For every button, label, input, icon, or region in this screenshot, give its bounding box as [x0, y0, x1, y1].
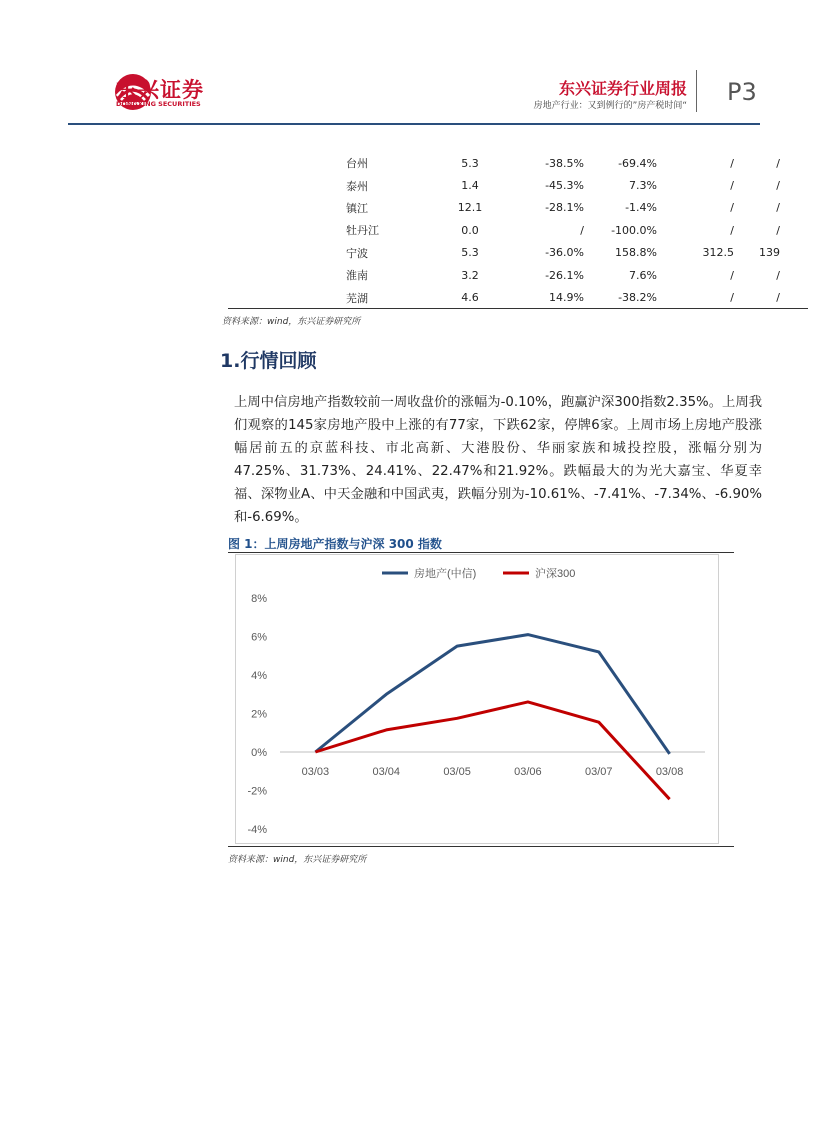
table-cell: 台州 — [346, 157, 368, 171]
table-cell: 312.5 — [702, 246, 734, 260]
table-cell: -100.0% — [611, 223, 657, 237]
city-data-table — [228, 152, 808, 309]
table-cell: 泰州 — [346, 179, 368, 193]
legend-label: 沪深300 — [535, 568, 576, 580]
table-bottom-rule — [228, 308, 808, 309]
report-subtitle: 房地产行业：又到例行的”房产税时间“ — [533, 101, 687, 111]
table-cell: 0.0 — [461, 223, 479, 237]
y-tick-label: 8% — [251, 593, 267, 605]
table-cell: 宁波 — [346, 246, 368, 260]
y-tick-label: -2% — [247, 785, 267, 798]
table-cell: / — [776, 223, 780, 237]
table-cell: / — [776, 179, 780, 193]
table-cell: -45.3% — [545, 179, 584, 193]
table-row — [228, 174, 808, 196]
table-cell: 5.3 — [461, 246, 479, 260]
x-tick-label: 03/07 — [584, 766, 613, 778]
section-title: 1.行情回顾 — [220, 350, 317, 372]
table-cell: / — [580, 223, 584, 237]
table-source-note: 资料来源：wind，东兴证券研究所 — [222, 317, 361, 327]
table-cell: -1.4% — [625, 201, 657, 215]
legend-label: 房地产(中信) — [414, 568, 477, 580]
page-number: P3 — [727, 78, 757, 106]
table-cell: 7.3% — [629, 179, 657, 193]
table-cell: 7.6% — [629, 268, 657, 282]
table-cell: 牡丹江 — [346, 224, 379, 238]
table-row — [228, 219, 808, 241]
figure-source-note: 资料来源：wind，东兴证券研究所 — [228, 855, 367, 865]
table-cell: / — [776, 268, 780, 282]
table-cell: / — [730, 179, 734, 193]
table-cell: -28.1% — [545, 201, 584, 215]
y-tick-label: 6% — [251, 631, 267, 644]
table-cell: / — [730, 291, 734, 305]
line-chart — [235, 554, 719, 844]
table-cell: 4.6 — [461, 291, 479, 305]
x-tick-label: 03/05 — [443, 766, 471, 778]
paragraph-text: 上周中信房地产指数较前一周收盘价的涨幅为-0.10%，跑赢沪深300指数2.35%。上周我们观察的145家房地产股中上涨的有77家，下跌62家，停牌6家。上周市场上房地产股涨幅居前五的京蓝科技、市北高新、大港股份、华丽家族和城投控股，涨幅分别为47.25%、31.73%、24.41%、22.47%和21.92%。跌幅最大的为光大嘉宝、华夏幸福、深物业A、中天金融和中国武夷，跌幅分别为-10.61%、-7.41%、-7.34%、-6.90%和-6.69%。 — [234, 395, 762, 525]
logo-subtext: DONGXING SECURITIES — [116, 100, 201, 108]
table-cell: 139 — [759, 246, 780, 260]
x-tick-label: 03/06 — [514, 766, 542, 778]
y-tick-label: 0% — [251, 747, 267, 759]
table-cell: -38.2% — [618, 291, 657, 305]
market-review-paragraph — [234, 391, 762, 529]
x-tick-label: 03/04 — [372, 766, 401, 778]
table-row — [228, 264, 808, 286]
figure-bottom-rule — [228, 846, 734, 847]
table-cell: / — [730, 268, 734, 282]
report-title: 东兴证券行业周报 — [558, 79, 687, 98]
table-cell: -69.4% — [618, 156, 657, 170]
table-cell: 12.1 — [457, 201, 483, 215]
table-cell: / — [730, 223, 734, 237]
x-tick-label: 03/03 — [301, 766, 330, 778]
table-cell: 14.9% — [549, 291, 584, 305]
figure-top-rule — [228, 552, 734, 553]
logo-text: 东兴证券 — [116, 78, 204, 102]
chart-frame — [236, 555, 719, 844]
figure-title: 图 1：上周房地产指数与沪深 300 指数 — [228, 537, 442, 551]
table-row — [228, 152, 808, 174]
x-tick-label: 03/08 — [655, 766, 684, 778]
table-row — [228, 242, 808, 264]
table-row — [228, 197, 808, 219]
table-cell: / — [730, 156, 734, 170]
table-cell: 3.2 — [461, 268, 479, 282]
table-cell: -36.0% — [545, 246, 584, 260]
y-tick-label: 2% — [251, 708, 267, 721]
table-cell: -38.5% — [545, 156, 584, 170]
table-cell: / — [776, 291, 780, 305]
table-cell: 芜湖 — [346, 291, 368, 305]
table-cell: 5.3 — [461, 156, 479, 170]
header-divider — [696, 70, 697, 112]
y-tick-label: -4% — [247, 824, 267, 836]
header-rule — [68, 123, 760, 125]
table-row — [228, 286, 808, 308]
table-cell: 158.8% — [615, 246, 657, 260]
table-cell: / — [776, 201, 780, 215]
y-tick-label: 4% — [251, 670, 267, 682]
table-cell: / — [730, 201, 734, 215]
table-cell: 淮南 — [346, 269, 368, 283]
table-cell: -26.1% — [545, 268, 584, 282]
table-cell: / — [776, 156, 780, 170]
table-cell: 1.4 — [461, 179, 479, 193]
table-cell: 镇江 — [346, 201, 368, 215]
